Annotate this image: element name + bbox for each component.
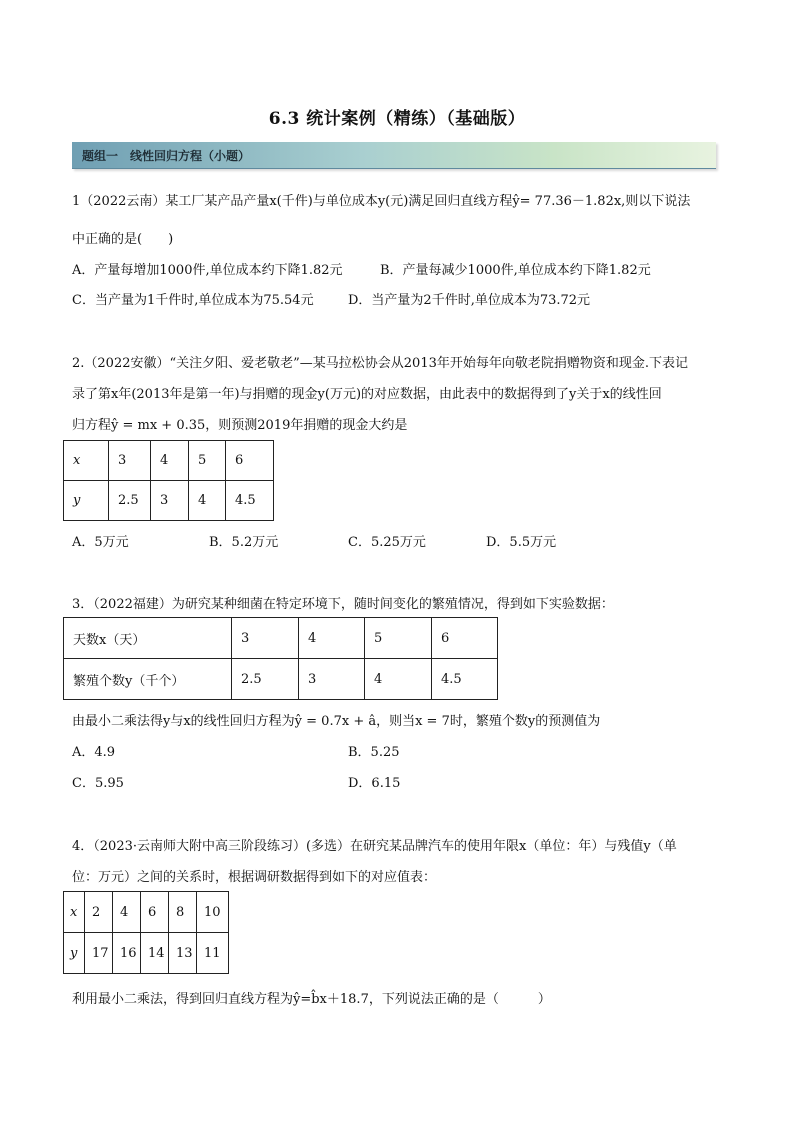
table-cell: 天数x（天）	[64, 618, 232, 659]
q1-option-c: C．当产量为1千件时,单位成本为75.54元	[72, 293, 314, 308]
table-row	[64, 441, 274, 481]
q2-stem-line3: 归方程ŷ = mx + 0.35，则预测2019年捐赠的现金大约是	[72, 418, 408, 433]
q1-option-a: A．产量每增加1000件,单位成本约下降1.82元	[72, 263, 343, 278]
table-cell: x	[64, 441, 109, 481]
table-cell: 5	[189, 441, 226, 481]
q3-option-d: D．6.15	[348, 776, 401, 791]
table-cell: 4.5	[226, 481, 274, 521]
table-row	[64, 618, 498, 659]
q2-option-c: C．5.25万元	[348, 535, 426, 550]
table-cell: 14	[141, 933, 169, 974]
table-cell: 13	[169, 933, 197, 974]
table-cell: 4	[151, 441, 189, 481]
table-cell: y	[64, 933, 85, 974]
table-cell: 4	[189, 481, 226, 521]
q1-stem-line1: 1（2022云南）某工厂某产品产量x(千件)与单位成本y(元)满足回归直线方程ŷ= 77.36－1.82x,则以下说法	[72, 194, 691, 209]
table-cell: 4	[299, 618, 365, 659]
table-cell: 3	[109, 441, 151, 481]
section-header-label: 题组一 线性回归方程（小题）	[82, 149, 251, 163]
table-cell: y	[64, 481, 109, 521]
table-cell: 3	[151, 481, 189, 521]
q1-option-b: B．产量每减少1000件,单位成本约下降1.82元	[380, 263, 651, 278]
table-cell: 4.5	[432, 659, 498, 700]
table-cell: 16	[113, 933, 141, 974]
table-row	[64, 659, 498, 700]
table-cell: 2.5	[109, 481, 151, 521]
q1-stem-line2: 中正确的是( )	[72, 232, 174, 247]
table-row	[64, 481, 274, 521]
q3-data-table	[63, 617, 498, 700]
q4-data-table	[63, 891, 229, 974]
table-cell: 繁殖个数y（千个）	[64, 659, 232, 700]
q2-option-a: A．5万元	[72, 535, 129, 550]
table-cell: 17	[85, 933, 113, 974]
q3-option-a: A．4.9	[72, 745, 116, 760]
q3-stem-line1: 3．（2022福建）为研究某种细菌在特定环境下，随时间变化的繁殖情况，得到如下实验数据：	[72, 597, 614, 612]
q2-stem-line1: 2.（2022安徽）“关注夕阳、爱老敬老”—某马拉松协会从2013年开始每年向敬老院捐赠物资和现金.下表记	[72, 356, 688, 371]
table-cell: 3	[232, 618, 299, 659]
table-cell: 10	[197, 892, 229, 933]
table-cell: 5	[365, 618, 432, 659]
table-cell: 4	[113, 892, 141, 933]
q3-option-b: B．5.25	[348, 745, 400, 760]
table-cell: 2	[85, 892, 113, 933]
q4-stem-line1: 4．（2023·云南师大附中高三阶段练习）(多选）在研究某品牌汽车的使用年限x（单位：年）与残值y（单	[72, 839, 677, 854]
table-row	[64, 892, 229, 933]
q2-option-b: B．5.2万元	[209, 535, 279, 550]
section-header-bar	[72, 142, 716, 169]
table-cell: x	[64, 892, 85, 933]
q4-stem-line2: 位：万元）之间的关系时，根据调研数据得到如下的对应值表：	[72, 870, 437, 885]
table-cell: 6	[141, 892, 169, 933]
table-cell: 3	[299, 659, 365, 700]
table-cell: 11	[197, 933, 229, 974]
table-cell: 6	[226, 441, 274, 481]
table-cell: 4	[365, 659, 432, 700]
table-row	[64, 933, 229, 974]
q4-stem-line3: 利用最小二乘法，得到回归直线方程为ŷ=b̂x＋18.7，下列说法正确的是（ ）	[72, 992, 551, 1007]
q2-data-table	[63, 440, 274, 521]
q2-stem-line2: 录了第x年(2013年是第一年)与捐赠的现金y(万元)的对应数据，由此表中的数据得到了y关于x的线性回	[72, 387, 662, 402]
table-cell: 2.5	[232, 659, 299, 700]
table-cell: 6	[432, 618, 498, 659]
page-title: 6.3 统计案例（精练）（基础版）	[268, 109, 526, 129]
q3-stem-line2: 由最小二乘法得y与x的线性回归方程为ŷ = 0.7x + â，则当x = 7时，繁殖个数y的预测值为	[72, 714, 601, 729]
q2-option-d: D．5.5万元	[486, 535, 557, 550]
q3-option-c: C．5.95	[72, 776, 124, 791]
table-cell: 8	[169, 892, 197, 933]
q1-option-d: D．当产量为2千件时,单位成本为73.72元	[348, 293, 591, 308]
